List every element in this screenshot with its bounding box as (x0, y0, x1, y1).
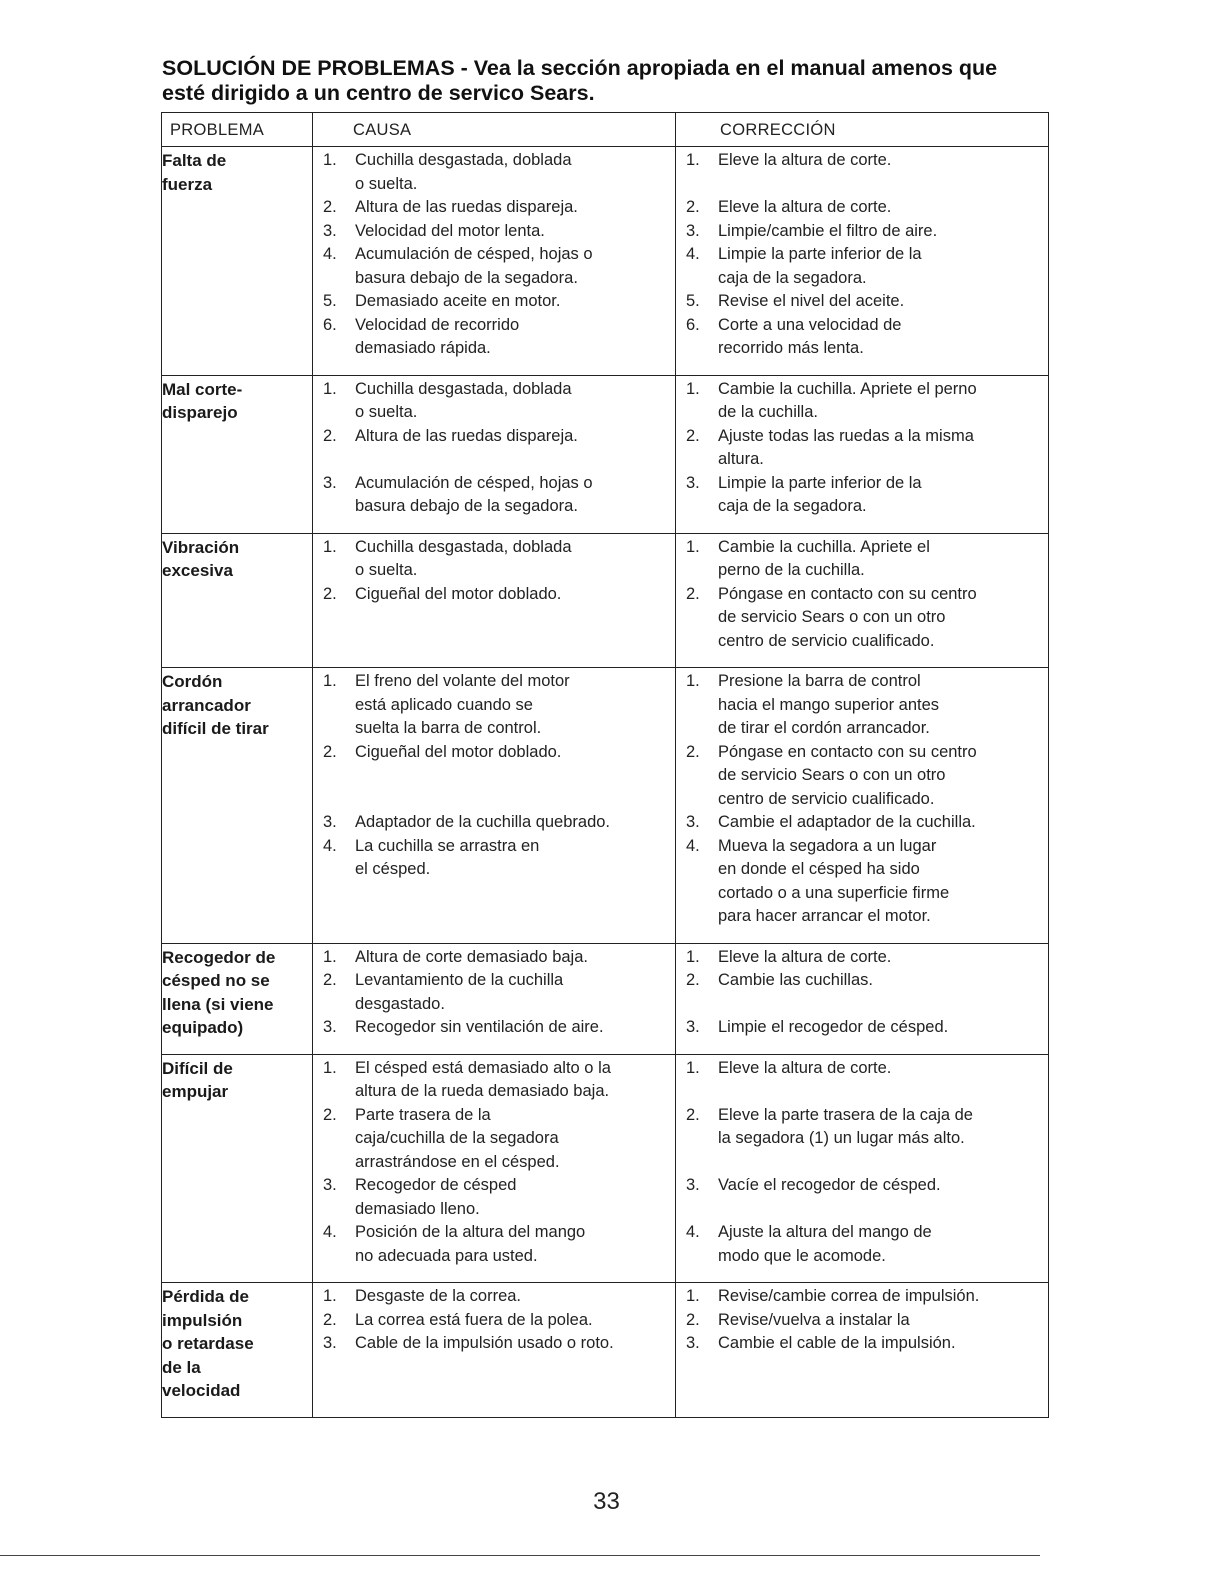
item-number: 4. (686, 836, 700, 855)
item-text: desgastado. (355, 994, 445, 1013)
list-item (676, 1016, 1048, 1040)
problem-cell (162, 375, 313, 533)
item-number: 3. (686, 1176, 700, 1194)
correction-cell (676, 943, 1049, 1054)
item-text: Eleve la parte trasera de la caja de (718, 1105, 973, 1124)
item-number: 1. (323, 151, 337, 169)
correction-list (676, 1057, 1048, 1269)
item-number: 2. (323, 971, 337, 989)
item-number: 1. (323, 947, 337, 966)
item-text: Cigueñal del motor doblado. (355, 742, 562, 761)
item-text: El césped está demasiado alto o la (355, 1058, 611, 1077)
item-text: Recogedor sin ventilación de aire. (355, 1018, 604, 1036)
list-item (676, 536, 1048, 583)
list-item (676, 741, 1048, 812)
problem-label: de la (162, 1357, 201, 1377)
correction-cell (676, 1283, 1049, 1418)
item-text: Cambie las cuchillas. (718, 971, 873, 989)
list-item (676, 425, 1048, 472)
item-text: está aplicado cuando se (355, 695, 533, 714)
list-item (313, 969, 675, 1016)
list-item (676, 1057, 1048, 1081)
list-item (313, 378, 675, 425)
item-number: 1. (686, 151, 700, 169)
item-text: o suelta. (355, 174, 418, 193)
list-item (313, 1016, 675, 1040)
list-item (676, 946, 1048, 970)
cause-list (313, 149, 675, 361)
item-text: Altura de corte demasiado baja. (355, 947, 588, 966)
item-number: 3. (323, 221, 337, 240)
list-item (676, 290, 1048, 314)
item-text: altura. (718, 450, 764, 468)
item-text: demasiado rápida. (355, 339, 491, 357)
list-item (313, 811, 675, 835)
item-number: 1. (686, 1058, 700, 1077)
item-text: altura de la rueda demasiado baja. (355, 1082, 610, 1100)
item-number: 1. (686, 537, 700, 556)
table-row (162, 147, 1049, 376)
item-number: 1. (686, 1287, 700, 1305)
list-item (313, 243, 675, 290)
item-text: la segadora (1) un lugar más alto. (718, 1129, 965, 1147)
item-number: 1. (686, 379, 700, 398)
problem-label: equipado) (162, 1018, 244, 1037)
item-number: 2. (323, 1105, 337, 1124)
cause-cell (313, 1054, 676, 1283)
problem-label: o retardase (162, 1334, 254, 1353)
cause-cell (313, 943, 676, 1054)
item-text: modo que le acomode. (718, 1246, 886, 1265)
item-text: Revise el nivel del aceite. (718, 292, 905, 310)
problem-label: Mal corte- (162, 379, 243, 399)
list-item (313, 425, 675, 449)
cause-cell (313, 668, 676, 944)
list-item (313, 741, 675, 765)
item-number: 3. (686, 813, 700, 831)
correction-list (676, 378, 1048, 519)
item-text: basura debajo de la segadora. (355, 497, 578, 515)
list-item (676, 583, 1048, 654)
title-line-1: SOLUCIÓN DE PROBLEMAS - Vea la sección apropiada en el manual amenos que (162, 56, 998, 80)
correction-cell (676, 1054, 1049, 1283)
item-number: 1. (686, 947, 700, 966)
list-item (313, 1332, 675, 1356)
item-text: cortado o a una superficie firme (718, 883, 950, 902)
correction-list (676, 149, 1048, 361)
list-item (676, 243, 1048, 290)
item-text: Limpie la parte inferior de la (718, 245, 922, 263)
item-number: 6. (686, 315, 700, 334)
problem-label: velocidad (162, 1381, 241, 1400)
item-text: Acumulación de césped, hojas o (355, 473, 593, 492)
item-text: arrastrándose en el césped. (355, 1152, 560, 1171)
footer-rule (0, 1555, 1040, 1556)
item-number: 3. (323, 473, 337, 492)
list-item (676, 1221, 1048, 1268)
item-text: Limpie la parte inferior de la (718, 473, 922, 492)
list-item (313, 835, 675, 882)
item-number: 3. (686, 1334, 700, 1352)
item-text: caja de la segadora. (718, 268, 867, 287)
item-number: 2. (686, 1310, 700, 1329)
list-item (676, 472, 1048, 519)
correction-cell (676, 147, 1049, 376)
problem-label: Pérdida de (162, 1287, 249, 1306)
item-text: Vacíe el recogedor de césped. (718, 1176, 941, 1194)
correction-list (676, 946, 1048, 1040)
list-item (676, 1332, 1048, 1356)
item-number: 1. (686, 672, 700, 690)
item-text: Cuchilla desgastada, doblada (355, 379, 572, 398)
item-text: Cable de la impulsión usado o roto. (355, 1334, 614, 1352)
title-line-2: esté dirigido a un centro de servico Sears. (162, 81, 595, 105)
item-number: 2. (686, 198, 700, 216)
item-text: de la cuchilla. (718, 403, 818, 421)
correction-cell (676, 375, 1049, 533)
problem-label: Vibración (162, 537, 240, 557)
item-number: 1. (323, 379, 337, 398)
item-text: perno de la cuchilla. (718, 561, 865, 579)
list-item (313, 946, 675, 970)
item-text: Póngase en contacto con su centro (718, 584, 977, 603)
problem-label: impulsión (162, 1310, 243, 1330)
item-text: el césped. (355, 860, 431, 878)
table-row (162, 668, 1049, 944)
item-text: Limpie/cambie el filtro de aire. (718, 221, 938, 240)
problem-label: fuerza (162, 174, 213, 194)
problem-cell (162, 943, 313, 1054)
item-text: Cigueñal del motor doblado. (355, 584, 562, 603)
list-item (313, 1285, 675, 1309)
item-text: La cuchilla se arrastra en (355, 836, 540, 855)
list-item (313, 1309, 675, 1333)
table-row (162, 375, 1049, 533)
item-text: Mueva la segadora a un lugar (718, 836, 937, 855)
troubleshooting-table (161, 112, 1049, 1418)
item-text: para hacer arrancar el motor. (718, 907, 931, 925)
item-text: Altura de las ruedas dispareja. (355, 426, 578, 445)
cause-cell (313, 1283, 676, 1418)
item-text: Cambie la cuchilla. Apriete el perno (718, 379, 977, 398)
item-text: Cuchilla desgastada, doblada (355, 151, 572, 169)
item-text: Revise/vuelva a instalar la (718, 1310, 910, 1329)
item-text: Presione la barra de control (718, 672, 921, 690)
item-text: Corte a una velocidad de (718, 315, 902, 334)
cause-list (313, 378, 675, 519)
list-item (676, 811, 1048, 835)
item-number: 3. (323, 813, 337, 831)
list-item (313, 1104, 675, 1175)
correction-cell (676, 533, 1049, 668)
item-number: 5. (323, 292, 337, 310)
problem-label: empujar (162, 1082, 229, 1101)
item-text: hacia el mango superior antes (718, 695, 940, 714)
list-item (313, 1057, 675, 1104)
cause-cell (313, 533, 676, 668)
header-cause: CAUSA (313, 113, 676, 147)
item-text: Eleve la altura de corte. (718, 198, 892, 216)
item-number: 6. (323, 315, 337, 334)
item-text: Desgaste de la correa. (355, 1287, 522, 1305)
item-text: Cambie el adaptador de la cuchilla. (718, 813, 976, 831)
correction-list (676, 670, 1048, 929)
item-text: de tirar el cordón arrancador. (718, 719, 930, 737)
item-text: Ajuste todas las ruedas a la misma (718, 426, 974, 445)
cause-list (313, 1285, 675, 1356)
item-number: 2. (686, 426, 700, 445)
list-item (313, 196, 675, 220)
problem-label: Falta de (162, 151, 227, 170)
list-item (313, 149, 675, 196)
item-text: basura debajo de la segadora. (355, 268, 578, 287)
item-number: 3. (686, 221, 700, 240)
list-item (313, 583, 675, 607)
cause-cell (313, 375, 676, 533)
item-number: 2. (323, 198, 337, 216)
item-text: Cuchilla desgastada, doblada (355, 537, 572, 556)
item-text: demasiado lleno. (355, 1199, 480, 1218)
item-number: 2. (323, 742, 337, 761)
list-item (676, 1104, 1048, 1151)
item-number: 3. (686, 1018, 700, 1036)
item-text: Acumulación de césped, hojas o (355, 245, 593, 263)
item-number: 2. (686, 971, 700, 989)
item-text: Revise/cambie correa de impulsión. (718, 1287, 980, 1305)
item-text: Velocidad del motor lenta. (355, 221, 545, 240)
problem-cell (162, 1054, 313, 1283)
item-text: Eleve la altura de corte. (718, 947, 892, 966)
list-item (676, 196, 1048, 220)
list-item (676, 149, 1048, 173)
table-body (162, 147, 1049, 1418)
item-number: 1. (323, 537, 337, 556)
list-item (313, 314, 675, 361)
problem-label: Difícil de (162, 1058, 233, 1078)
item-number: 4. (686, 1223, 700, 1241)
item-text: centro de servicio cualificado. (718, 789, 935, 808)
list-item (676, 220, 1048, 244)
item-text: Posición de la altura del mango (355, 1223, 586, 1241)
item-text: recorrido más lenta. (718, 339, 864, 357)
cause-list (313, 1057, 675, 1269)
item-text: Levantamiento de la cuchilla (355, 971, 564, 989)
problem-cell (162, 147, 313, 376)
list-item (676, 378, 1048, 425)
list-item (676, 670, 1048, 741)
problem-label: césped no se (162, 971, 270, 990)
table-row (162, 943, 1049, 1054)
item-number: 1. (323, 672, 337, 690)
header-problem: PROBLEMA (162, 113, 313, 147)
item-number: 4. (686, 245, 700, 263)
list-item (676, 314, 1048, 361)
item-text: Velocidad de recorrido (355, 315, 520, 334)
cause-list (313, 536, 675, 607)
item-text: caja de la segadora. (718, 497, 867, 515)
cause-cell (313, 147, 676, 376)
item-text: El freno del volante del motor (355, 672, 570, 690)
item-text: Eleve la altura de corte. (718, 1058, 892, 1077)
item-number: 1. (323, 1287, 337, 1305)
item-number: 3. (323, 1334, 337, 1352)
page-title (162, 56, 1062, 106)
item-text: de servicio Sears o con un otro (718, 608, 946, 626)
item-number: 2. (323, 584, 337, 603)
item-number: 3. (686, 473, 700, 492)
table-header-row (162, 113, 1049, 147)
item-number: 2. (686, 1105, 700, 1124)
item-text: no adecuada para usted. (355, 1246, 538, 1265)
item-text: Cambie la cuchilla. Apriete el (718, 537, 930, 556)
item-text: Limpie el recogedor de césped. (718, 1018, 949, 1036)
item-text: suelta la barra de control. (355, 719, 542, 737)
problem-cell (162, 668, 313, 944)
item-number: 5. (686, 292, 700, 310)
item-text: Altura de las ruedas dispareja. (355, 198, 578, 216)
item-text: Parte trasera de la (355, 1105, 491, 1124)
page-number: 33 (593, 1488, 620, 1515)
list-item (313, 670, 675, 741)
item-number: 4. (323, 1223, 337, 1241)
list-item (313, 536, 675, 583)
problem-label: arrancador (162, 695, 251, 715)
problem-cell (162, 533, 313, 668)
list-item (313, 290, 675, 314)
problem-label: disparejo (162, 403, 238, 422)
header-correction: CORRECCIÓN (676, 113, 1049, 147)
item-number: 2. (323, 426, 337, 445)
list-item (676, 969, 1048, 993)
cause-list (313, 946, 675, 1040)
cause-list (313, 670, 675, 882)
item-text: La correa está fuera de la polea. (355, 1310, 593, 1329)
item-text: Cambie el cable de la impulsión. (718, 1334, 956, 1352)
list-item (313, 1221, 675, 1268)
list-item (313, 220, 675, 244)
correction-list (676, 536, 1048, 654)
item-number: 2. (686, 584, 700, 603)
problem-label: llena (si viene (162, 994, 274, 1014)
item-text: caja/cuchilla de la segadora (355, 1129, 559, 1147)
problem-label: Cordón (162, 672, 223, 691)
item-number: 2. (686, 742, 700, 761)
correction-list (676, 1285, 1048, 1356)
list-item (676, 835, 1048, 929)
problem-label: excesiva (162, 561, 233, 580)
item-text: centro de servicio cualificado. (718, 631, 935, 650)
item-text: de servicio Sears o con un otro (718, 766, 946, 784)
item-text: Adaptador de la cuchilla quebrado. (355, 813, 611, 831)
item-text: Ajuste la altura del mango de (718, 1223, 932, 1241)
item-number: 3. (323, 1176, 337, 1194)
item-text: Eleve la altura de corte. (718, 151, 892, 169)
table-row (162, 1283, 1049, 1418)
correction-cell (676, 668, 1049, 944)
list-item (676, 1309, 1048, 1333)
item-number: 4. (323, 245, 337, 263)
item-number: 4. (323, 836, 337, 855)
problem-label: difícil de tirar (162, 719, 269, 738)
item-text: o suelta. (355, 403, 418, 421)
list-item (676, 1285, 1048, 1309)
problem-label: Recogedor de (162, 947, 276, 967)
list-item (313, 1174, 675, 1221)
item-number: 1. (323, 1058, 337, 1077)
item-text: Póngase en contacto con su centro (718, 742, 977, 761)
item-number: 2. (323, 1310, 337, 1329)
item-text: o suelta. (355, 561, 418, 579)
list-item (313, 472, 675, 519)
table-row (162, 1054, 1049, 1283)
list-item (676, 1174, 1048, 1198)
item-text: Demasiado aceite en motor. (355, 292, 561, 310)
item-text: en donde el césped ha sido (718, 860, 920, 878)
problem-cell (162, 1283, 313, 1418)
item-text: Recogedor de césped (355, 1176, 517, 1194)
table-row (162, 533, 1049, 668)
item-number: 3. (323, 1018, 337, 1036)
